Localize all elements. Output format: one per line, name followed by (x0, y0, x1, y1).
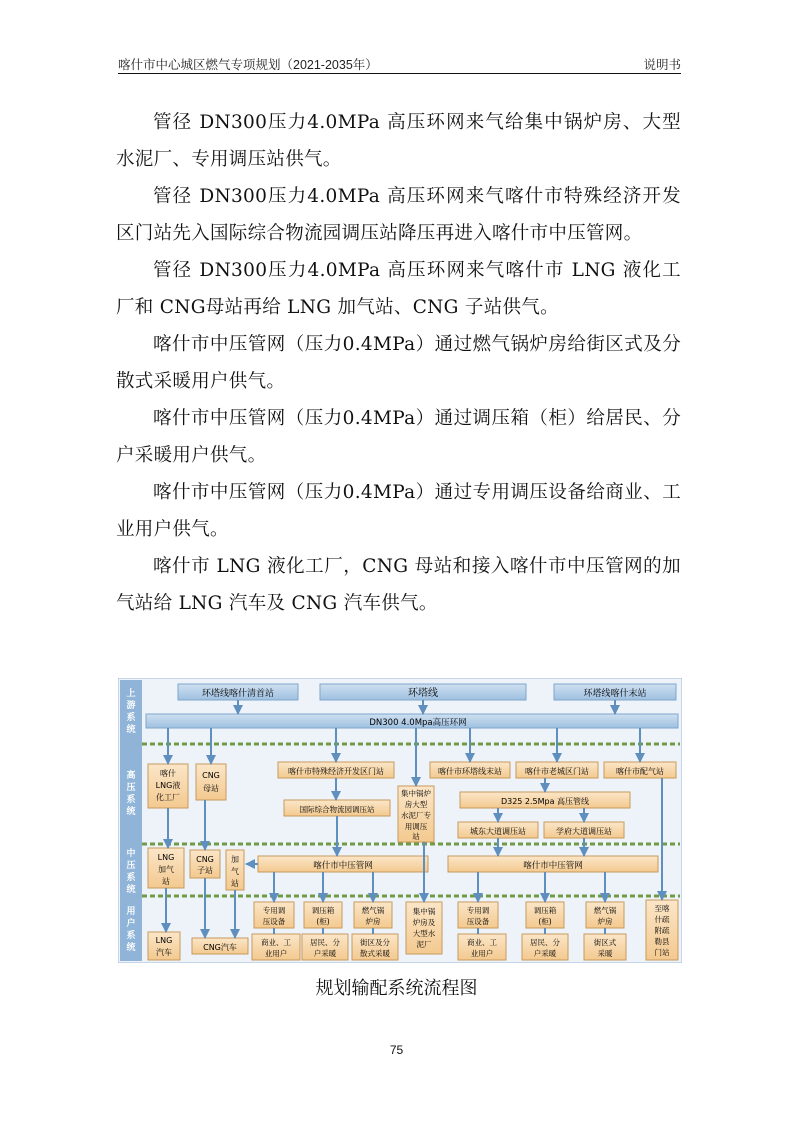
svg-text:大型水: 大型水 (412, 929, 436, 938)
svg-text:居民、分: 居民、分 (310, 938, 340, 947)
svg-text:游: 游 (126, 701, 136, 711)
svg-text:集中锅炉: 集中锅炉 (401, 789, 431, 798)
svg-text:调压箱: 调压箱 (533, 906, 557, 915)
section-label-high: 高 (126, 771, 136, 781)
svg-text:户: 户 (126, 919, 136, 929)
svg-text:业用户: 业用户 (264, 949, 288, 958)
sez-gate-label: 喀什市特殊经济开发区门站 (288, 767, 384, 776)
svg-text:门站: 门站 (654, 948, 670, 957)
svg-text:调压箱: 调压箱 (311, 906, 335, 915)
chengdong-label: 城东大道调压站 (470, 827, 526, 836)
ring-end-label: 喀什市环塔线末站 (438, 767, 502, 776)
svg-text:LNG: LNG (157, 853, 175, 862)
body-text (116, 104, 681, 622)
svg-text:水泥厂专: 水泥厂专 (401, 811, 431, 820)
svg-text:压设备: 压设备 (262, 917, 286, 926)
cng-car-label: CNG汽车 (203, 943, 237, 952)
cng-mother-box (196, 764, 226, 800)
svg-text:子站: 子站 (197, 866, 213, 875)
header-rule (118, 73, 681, 74)
svg-text:什疏: 什疏 (654, 915, 670, 924)
mid-net-left-label: 喀什市中压管网 (313, 861, 373, 871)
svg-text:燃气锅: 燃气锅 (361, 906, 385, 915)
svg-text:业用户: 业用户 (470, 949, 494, 958)
svg-text:商业、工: 商业、工 (467, 938, 497, 947)
svg-text:专用调: 专用调 (466, 906, 490, 915)
svg-text:统: 统 (126, 807, 136, 817)
svg-text:系: 系 (126, 713, 136, 723)
svg-text:集中锅: 集中锅 (412, 907, 436, 916)
svg-text:汽车: 汽车 (156, 948, 172, 957)
d325-label: D325 2.5Mpa 高压管线 (500, 797, 590, 806)
svg-text:炉房及: 炉房及 (412, 918, 436, 927)
svg-text:居民、分: 居民、分 (530, 938, 560, 947)
svg-text:站: 站 (162, 877, 170, 886)
paragraph: 喀什市 LNG 液化工厂，CNG 母站和接入喀什市中压管网的加气站给 LNG 汽车及 CNG 汽车供气。 (116, 556, 681, 614)
svg-text:化工厂: 化工厂 (156, 793, 180, 802)
svg-text:气: 气 (231, 867, 239, 876)
svg-text:压: 压 (126, 861, 136, 871)
section-label-upstream: 上 (126, 689, 136, 699)
svg-text:专用调: 专用调 (262, 906, 286, 915)
page-header (118, 55, 681, 75)
section-label-mid: 中 (126, 849, 136, 859)
svg-text:站: 站 (412, 832, 420, 841)
svg-text:站: 站 (231, 879, 239, 888)
svg-text:统: 统 (126, 725, 136, 735)
source-mid-label: 环塔线 (408, 688, 438, 699)
svg-text:商业、工: 商业、工 (261, 938, 291, 947)
svg-text:采暖: 采暖 (597, 949, 613, 958)
ring-label: DN300 4.0Mpa高压环网 (369, 718, 467, 728)
paragraph: 管径 DN300压力4.0MPa 高压环网来气喀什市 LNG 液化工厂和 CNG母站再给 LNG 加气站、CNG 子站供气。 (116, 260, 681, 318)
svg-text:至喀: 至喀 (654, 904, 670, 913)
svg-text:附疏: 附疏 (654, 926, 670, 935)
logistics-label: 国际综合物流园调压站 (299, 805, 375, 814)
svg-text:勒县: 勒县 (654, 937, 670, 946)
xuefu-label: 学府大道调压站 (556, 827, 612, 836)
paragraph: 喀什市中压管网（压力0.4MPa）通过调压箱（柜）给居民、分户采暖用户供气。 (116, 408, 681, 466)
svg-text:(柜): (柜) (316, 917, 330, 926)
svg-text:系: 系 (126, 873, 136, 883)
source-left-label: 环塔线喀什清首站 (201, 689, 275, 699)
svg-text:用调压: 用调压 (404, 822, 428, 831)
svg-text:统: 统 (126, 885, 136, 895)
svg-text:CNG: CNG (202, 771, 220, 780)
svg-text:炉房: 炉房 (597, 917, 613, 926)
svg-text:母站: 母站 (203, 784, 219, 793)
svg-text:户采暖: 户采暖 (533, 949, 557, 958)
page-number: 75 (389, 1043, 404, 1057)
document-title: 喀什市中心城区燃气专项规划（2021-2035年） (118, 58, 378, 72)
svg-text:炉房: 炉房 (365, 917, 381, 926)
paragraph: 管径 DN300压力4.0MPa 高压环网来气喀什市特殊经济开发区门站先入国际综合物流园调压站降压再进入喀什市中压管网。 (116, 186, 681, 244)
svg-text:散式采暖: 散式采暖 (360, 949, 390, 958)
figure-caption: 规划输配系统流程图 (315, 978, 478, 999)
svg-text:系: 系 (126, 931, 136, 941)
svg-text:泥厂: 泥厂 (416, 940, 432, 949)
document-type: 说明书 (643, 58, 681, 72)
mid-net-right-label: 喀什市中压管网 (523, 861, 583, 871)
source-right-label: 环塔线喀什末站 (583, 689, 647, 699)
svg-text:户采暖: 户采暖 (313, 949, 337, 958)
svg-text:街区式: 街区式 (593, 938, 617, 947)
svg-text:加: 加 (231, 855, 239, 864)
svg-text:CNG: CNG (196, 855, 214, 864)
svg-text:压设备: 压设备 (466, 917, 490, 926)
svg-text:房大型: 房大型 (404, 800, 428, 809)
old-city-gate-label: 喀什市老城区门站 (525, 767, 589, 776)
svg-text:统: 统 (126, 943, 136, 953)
svg-text:(柜): (柜) (538, 917, 552, 926)
section-label-user: 用 (126, 907, 136, 917)
svg-text:加气: 加气 (158, 865, 174, 874)
svg-text:LNG: LNG (155, 936, 173, 945)
paragraph: 喀什市中压管网（压力0.4MPa）通过燃气锅炉房给街区式及分散式采暖用户供气。 (116, 334, 681, 392)
svg-text:LNG液: LNG液 (155, 781, 181, 790)
paragraph: 管径 DN300压力4.0MPa 高压环网来气给集中锅炉房、大型水泥厂、专用调压站供气。 (116, 112, 681, 170)
distribution-label: 喀什市配气站 (616, 767, 664, 776)
svg-text:街区及分: 街区及分 (360, 938, 390, 947)
paragraph: 喀什市中压管网（压力0.4MPa）通过专用调压设备给商业、工业用户供气。 (116, 482, 681, 540)
svg-text:压: 压 (126, 783, 136, 793)
flow-diagram (118, 678, 682, 963)
svg-text:喀什: 喀什 (160, 769, 176, 778)
svg-text:系: 系 (126, 795, 136, 805)
svg-text:燃气锅: 燃气锅 (593, 906, 617, 915)
